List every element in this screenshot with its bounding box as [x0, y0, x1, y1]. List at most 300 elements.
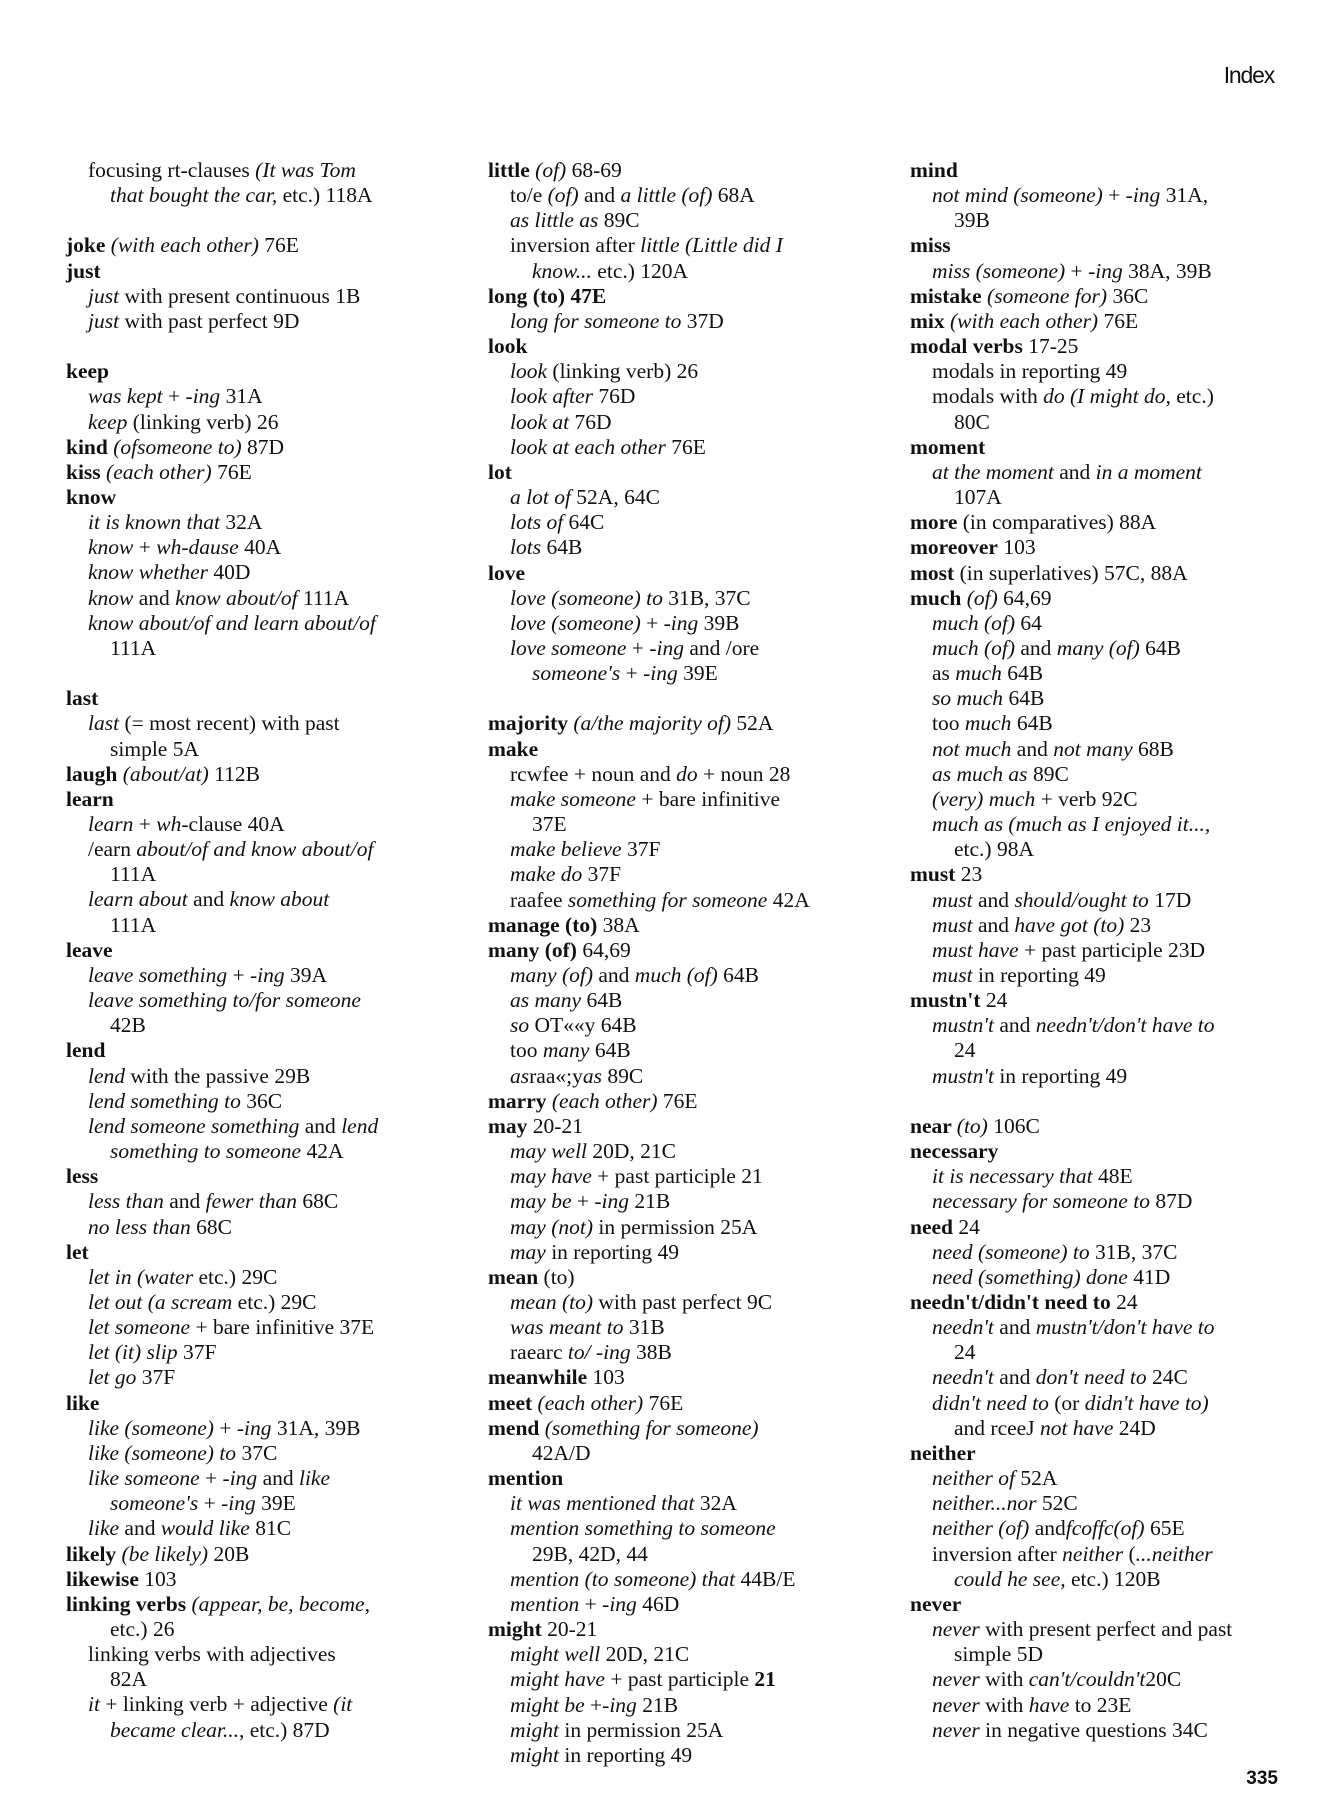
index-headword-line	[66, 460, 461, 485]
italic-term: must	[932, 912, 973, 937]
index-subentry-line	[910, 1391, 1310, 1416]
entry-text: +	[213, 1415, 237, 1440]
index-subentry-line	[910, 1340, 1310, 1365]
index-headword-line	[66, 1038, 461, 1063]
index-headword-line	[488, 561, 888, 586]
index-subentry-line	[488, 1516, 888, 1541]
entry-text: 76E	[657, 1088, 698, 1113]
entry-text: 106C	[987, 1113, 1040, 1138]
italic-term: it is necessary that	[932, 1164, 1093, 1189]
index-subentry-line	[488, 1038, 888, 1063]
italic-term: ...neither	[1135, 1541, 1213, 1566]
italic-term: let go	[88, 1365, 137, 1390]
entry-text: 65E	[1144, 1516, 1185, 1541]
entry-text: 37F	[177, 1340, 217, 1365]
entry-text: 24	[1110, 1290, 1138, 1315]
index-subentry-line	[488, 1667, 888, 1692]
index-subentry-line	[488, 988, 888, 1013]
entry-text: 68B	[1132, 736, 1174, 761]
index-subentry-line	[66, 1491, 461, 1516]
entry-text: and	[299, 1113, 342, 1138]
entry-text: 31B	[623, 1315, 665, 1340]
index-subentry-line	[488, 535, 888, 560]
entry-text: 64B	[1003, 686, 1045, 711]
italic-term: something for someone	[567, 887, 768, 912]
entry-text: 24	[980, 988, 1008, 1013]
italic-term: need (something) done	[932, 1264, 1128, 1289]
italic-term: (very) much	[932, 786, 1036, 811]
headword: mind	[910, 158, 958, 182]
entry-text: 87D	[241, 434, 285, 459]
italic-term: know about/of	[175, 585, 298, 610]
index-headword-line	[910, 1139, 1310, 1164]
headword: leave	[66, 937, 113, 962]
entry-text: to 23E	[1069, 1692, 1132, 1717]
headword: manage (to)	[488, 912, 598, 937]
entry-text: as	[932, 661, 956, 686]
entry-text: 17-25	[1022, 334, 1079, 359]
index-subentry-line	[488, 1139, 888, 1164]
italic-term: keep	[88, 409, 128, 434]
entry-text: +	[227, 962, 251, 987]
headword: marry	[488, 1088, 552, 1113]
headword: mustn't	[910, 988, 981, 1013]
index-headword-line	[910, 862, 1310, 887]
entry-text: (= most recent) with past	[119, 711, 340, 736]
entry-text: 31B, 37C	[1089, 1239, 1178, 1264]
index-column-1	[66, 158, 461, 1743]
italic-term: look after	[510, 384, 593, 409]
headword: meanwhile	[488, 1365, 588, 1390]
italic-term: look at	[510, 409, 570, 434]
index-subentry-line	[488, 787, 888, 812]
italic-term: like	[298, 1466, 331, 1491]
index-headword-line	[488, 1089, 888, 1114]
entry-text: +	[579, 1591, 603, 1616]
entry-text: 29B, 42D, 44	[532, 1541, 648, 1566]
entry-text: +	[571, 1189, 595, 1214]
italic-term: let out (a scream	[88, 1289, 233, 1314]
index-subentry-line	[910, 1491, 1310, 1516]
index-subentry-line	[488, 1013, 888, 1038]
italic-term: learn	[88, 812, 134, 837]
index-subentry-line	[66, 711, 461, 736]
index-subentry-line	[488, 510, 888, 535]
index-headword-line	[66, 787, 461, 812]
italic-term: love someone	[510, 635, 627, 660]
entry-text: in reporting 49	[545, 1239, 679, 1264]
headword: necessary	[910, 1139, 999, 1164]
entry-text: + past participle 21	[591, 1164, 763, 1189]
index-subentry-line	[488, 1642, 888, 1667]
index-headword-line	[66, 1391, 461, 1416]
italic-term: love (someone)	[510, 610, 641, 635]
index-subentry-line	[488, 485, 888, 510]
index-subentry-line	[66, 988, 461, 1013]
italic-term: as	[582, 1063, 602, 1088]
index-subentry-line	[910, 410, 1310, 435]
entry-text: 111A	[110, 635, 157, 660]
headword: need	[910, 1214, 953, 1239]
index-subentry-line	[488, 862, 888, 887]
entry-text: 81C	[249, 1516, 292, 1541]
headword: look	[488, 334, 528, 359]
italic-term: never	[932, 1717, 980, 1742]
index-subentry-line	[488, 1441, 888, 1466]
entry-text: 17D	[1148, 887, 1192, 912]
italic-term: have	[1028, 1692, 1070, 1717]
entry-text: 23	[955, 862, 983, 887]
page-number: 335	[1246, 1768, 1278, 1789]
index-subentry-line	[66, 1189, 461, 1214]
italic-term: make do	[510, 862, 583, 887]
entry-text: and	[119, 1516, 161, 1541]
italic-term: so	[510, 1013, 530, 1038]
headword: mean	[488, 1264, 539, 1289]
entry-text: 36C	[1107, 283, 1149, 308]
entry-text: +	[584, 1692, 603, 1717]
italic-term: something to someone	[110, 1139, 302, 1164]
entry-text: with present continuous 1B	[119, 283, 361, 308]
entry-text: etc.) 98A	[954, 837, 1034, 862]
italic-term: (someone for)	[987, 283, 1108, 308]
italic-term: (each other)	[551, 1088, 658, 1113]
italic-term: leave something	[88, 962, 228, 987]
index-headword-line	[66, 1542, 461, 1567]
index-subentry-line	[66, 1692, 461, 1717]
index-headword-line	[488, 711, 888, 736]
italic-term: might	[510, 1717, 559, 1742]
italic-term: -ing	[236, 1415, 272, 1440]
entry-text: 89C	[1027, 761, 1069, 786]
entry-text: 68C	[190, 1214, 232, 1239]
index-subentry-line	[66, 1215, 461, 1240]
entry-text: etc.) 87D	[244, 1717, 330, 1742]
index-subentry-line	[66, 1441, 461, 1466]
entry-text: +	[1102, 183, 1126, 208]
entry-text: 32A	[220, 510, 263, 535]
index-subentry-line	[910, 384, 1310, 409]
italic-term: learn about	[88, 887, 188, 912]
entry-text: + bare infinitive	[635, 786, 781, 811]
index-subentry-line	[910, 1667, 1310, 1692]
entry-text: etc.) 118A	[277, 183, 373, 208]
index-headword-line	[488, 334, 888, 359]
index-headword-line	[910, 586, 1310, 611]
index-subentry-line	[66, 1013, 461, 1038]
index-subentry-line	[910, 1013, 1310, 1038]
entry-text: +	[640, 610, 664, 635]
index-subentry-line	[488, 1215, 888, 1240]
entry-text: 76E	[211, 459, 252, 484]
entry-text: in reporting 49	[993, 1063, 1128, 1088]
headword: majority	[488, 711, 574, 736]
headword: may	[488, 1113, 528, 1138]
entry-text: and	[1015, 635, 1057, 660]
italic-term: (appear, be, become,	[191, 1591, 370, 1616]
entry-text: 52C	[1036, 1491, 1078, 1516]
index-subentry-line	[910, 787, 1310, 812]
index-subentry-line	[488, 1340, 888, 1365]
entry-text: and	[1053, 459, 1096, 484]
index-subentry-line	[488, 1064, 888, 1089]
index-subentry-line	[488, 1542, 888, 1567]
italic-term: know	[88, 535, 134, 560]
entry-text: 80C	[954, 409, 990, 434]
index-subentry-line	[910, 888, 1310, 913]
italic-term: less than	[88, 1189, 164, 1214]
index-subentry-line	[488, 233, 888, 258]
entry-text: 64B	[541, 535, 583, 560]
entry-text: 76D	[569, 409, 612, 434]
entry-text: 32A	[694, 1491, 737, 1516]
entry-text: 37C	[236, 1440, 278, 1465]
entry-text: and /ore	[683, 635, 760, 660]
index-headword-line	[488, 1416, 888, 1441]
headword: likewise	[66, 1566, 139, 1591]
index-headword-line	[66, 259, 461, 284]
entry-text: 39B	[954, 208, 990, 233]
entry-text: and	[972, 912, 1015, 937]
headword: little	[488, 158, 536, 182]
italic-term: love (someone) to	[510, 585, 663, 610]
entry-text: 24	[953, 1214, 980, 1239]
entry-text: 42A	[767, 887, 810, 912]
entry-text: inversion after	[510, 233, 641, 258]
index-headword-line	[66, 1164, 461, 1189]
italic-term: -ing	[185, 384, 221, 409]
index-subentry-line	[66, 862, 461, 887]
italic-term: fcoffc(of)	[1065, 1516, 1145, 1541]
index-subentry-line	[910, 259, 1310, 284]
entry-text: and rceeJ	[954, 1415, 1040, 1440]
italic-term: leave something to/for someone	[88, 988, 361, 1013]
entry-text: clause 40A	[188, 812, 285, 837]
index-subentry-line	[488, 384, 888, 409]
index-headword-line	[488, 1391, 888, 1416]
italic-term: make someone	[510, 786, 636, 811]
entry-text: in permission 25A	[593, 1214, 758, 1239]
entry-text: with	[979, 1667, 1029, 1692]
italic-term: not mind (someone)	[932, 183, 1103, 208]
index-subentry-line	[488, 888, 888, 913]
italic-term: may	[510, 1239, 546, 1264]
index-subentry-line	[488, 309, 888, 334]
entry-text: simple 5A	[110, 736, 199, 761]
entry-text: raa«;y	[529, 1063, 583, 1088]
headword: less	[66, 1164, 99, 1189]
index-subentry-line	[66, 384, 461, 409]
entry-text: linking verbs with adjectives	[88, 1642, 336, 1667]
headword: know	[66, 485, 117, 509]
italic-term: lend	[341, 1113, 379, 1138]
italic-term: would like	[160, 1516, 250, 1541]
italic-term: a lot of	[510, 485, 571, 510]
index-headword-line	[910, 1441, 1310, 1466]
index-subentry-line	[910, 208, 1310, 233]
index-subentry-line	[910, 1265, 1310, 1290]
italic-term: -ing	[643, 661, 678, 686]
index-headword-line	[910, 1290, 1310, 1315]
headword: kiss	[66, 459, 107, 484]
entry-text: 64B	[581, 988, 623, 1013]
index-subentry-line	[910, 183, 1310, 208]
entry-text: 111A	[110, 912, 157, 937]
entry-text: 39E	[255, 1491, 296, 1516]
headword: likely	[66, 1541, 122, 1566]
headword: lend	[66, 1038, 106, 1063]
entry-text: etc.) 29C	[193, 1264, 278, 1289]
headword: linking verbs	[66, 1591, 192, 1616]
italic-term: know about	[229, 887, 330, 912]
entry-text: 31A,	[1160, 183, 1209, 208]
index-headword-line	[488, 737, 888, 762]
italic-term: -ing	[250, 962, 285, 987]
italic-term: much (of)	[932, 610, 1015, 635]
entry-text: 46D	[636, 1591, 680, 1616]
italic-term: lots	[510, 535, 542, 560]
index-headword-line	[66, 435, 461, 460]
entry-text: 20B	[208, 1541, 250, 1566]
index-subentry-line	[910, 837, 1310, 862]
index-headword-line	[910, 309, 1310, 334]
entry-text: etc.) 29C	[232, 1289, 317, 1314]
entry-text: 24D	[1113, 1415, 1156, 1440]
italic-term: didn't have to)	[1084, 1390, 1209, 1415]
entry-text: and	[187, 887, 230, 912]
index-subentry-line	[66, 636, 461, 661]
entry-text: etc.) 120B	[1065, 1566, 1161, 1591]
index-subentry-line	[66, 1089, 461, 1114]
entry-text: 76E	[665, 434, 706, 459]
entry-text: 68A	[712, 183, 755, 208]
italic-term: -ing	[594, 1189, 630, 1214]
entry-text: 112B	[208, 761, 260, 786]
italic-term: do (I might do,	[1043, 384, 1171, 409]
italic-term: look	[510, 359, 548, 384]
italic-term: (be likely)	[121, 1541, 209, 1566]
italic-term: mean (to)	[510, 1290, 593, 1315]
italic-term: (with each other)	[110, 233, 259, 258]
index-subentry-line	[66, 1265, 461, 1290]
entry-text: 64	[1015, 610, 1042, 635]
entry-text: 23	[1124, 912, 1152, 937]
index-subentry-line	[910, 460, 1310, 485]
italic-term: have got (to)	[1014, 912, 1125, 937]
italic-term: do	[676, 761, 698, 786]
italic-term: (of)	[535, 158, 567, 182]
italic-term: neither...nor	[932, 1491, 1037, 1516]
headword: much	[910, 585, 967, 610]
index-subentry-line	[488, 208, 888, 233]
index-subentry-line	[488, 636, 888, 661]
entry-text: too	[510, 1038, 543, 1063]
index-headword-line	[910, 435, 1310, 460]
italic-term: mustn't/don't have to	[1035, 1315, 1215, 1340]
headword: kind	[66, 434, 114, 459]
entry-text: and	[993, 1365, 1036, 1390]
index-subentry-line	[488, 611, 888, 636]
italic-term: (ofsomeone to)	[113, 434, 242, 459]
italic-term: might	[510, 1742, 559, 1767]
italic-term: about/of and know about/of	[136, 837, 374, 862]
index-subentry-line	[910, 1315, 1310, 1340]
italic-term: neither of	[932, 1466, 1015, 1491]
index-headword-line	[66, 1592, 461, 1617]
entry-text: 40D	[208, 560, 251, 585]
entry-text: 52A, 64C	[570, 485, 660, 510]
index-subentry-line	[488, 762, 888, 787]
entry-text: (linking verb) 26	[547, 359, 699, 384]
entry-text: 68C	[297, 1189, 339, 1214]
entry-text: and	[578, 183, 621, 208]
index-subentry-line	[910, 1542, 1310, 1567]
italic-term: (each other)	[106, 459, 212, 484]
entry-text: 31A, 39B	[271, 1415, 361, 1440]
index-subentry-line	[910, 359, 1310, 384]
index-headword-line	[66, 762, 461, 787]
index-subentry-line	[910, 963, 1310, 988]
index-subentry-line	[488, 1290, 888, 1315]
entry-text: 89C	[598, 208, 640, 233]
headword: just	[66, 258, 101, 283]
index-subentry-line	[488, 661, 888, 686]
entry-text: 36C	[240, 1088, 283, 1113]
index-subentry-line	[488, 1718, 888, 1743]
index-subentry-line	[66, 183, 461, 208]
entry-text: +	[198, 1491, 222, 1516]
index-headword-line	[910, 988, 1310, 1013]
headword: might	[488, 1617, 542, 1642]
index-subentry-line	[488, 1315, 888, 1340]
index-headword-line	[488, 1265, 888, 1290]
entry-text: 64B	[1139, 635, 1182, 660]
entry-text: and	[1029, 1516, 1066, 1541]
entry-text: + linking verb + adjective	[99, 1692, 334, 1717]
index-subentry-line	[910, 1567, 1310, 1592]
entry-text: 64B	[717, 962, 760, 987]
entry-text: +	[1065, 258, 1089, 283]
entry-text: 20D, 21C	[600, 1642, 690, 1667]
italic-term: might have	[510, 1667, 605, 1692]
index-subentry-line	[66, 1718, 461, 1743]
entry-text: 31A	[220, 384, 263, 409]
index-subentry-line	[910, 1416, 1310, 1441]
index-subentry-line	[66, 1642, 461, 1667]
italic-term: as	[510, 1063, 530, 1088]
index-subentry-line	[66, 1365, 461, 1390]
italic-term: let in (water	[88, 1264, 194, 1289]
entry-text: focusing rt-clauses	[88, 158, 256, 182]
index-subentry-line	[66, 1290, 461, 1315]
index-headword-line	[66, 686, 461, 711]
entry-text: and	[593, 962, 635, 987]
entry-text: and	[257, 1466, 299, 1491]
italic-term: mention something to someone	[510, 1516, 776, 1541]
headword: lot	[488, 459, 512, 484]
entry-text: /earn	[88, 837, 137, 862]
entry-text: to/e	[510, 183, 548, 208]
index-subentry-line	[66, 1416, 461, 1441]
index-subentry-line	[910, 1038, 1310, 1063]
entry-text: OT««y 64B	[529, 1013, 637, 1038]
headword: many (of)	[488, 937, 577, 962]
italic-term: might well	[510, 1642, 601, 1667]
entry-text: 44B/E	[735, 1566, 796, 1591]
italic-term: neither	[1062, 1541, 1124, 1566]
index-subentry-line	[66, 1466, 461, 1491]
index-subentry-line	[66, 737, 461, 762]
